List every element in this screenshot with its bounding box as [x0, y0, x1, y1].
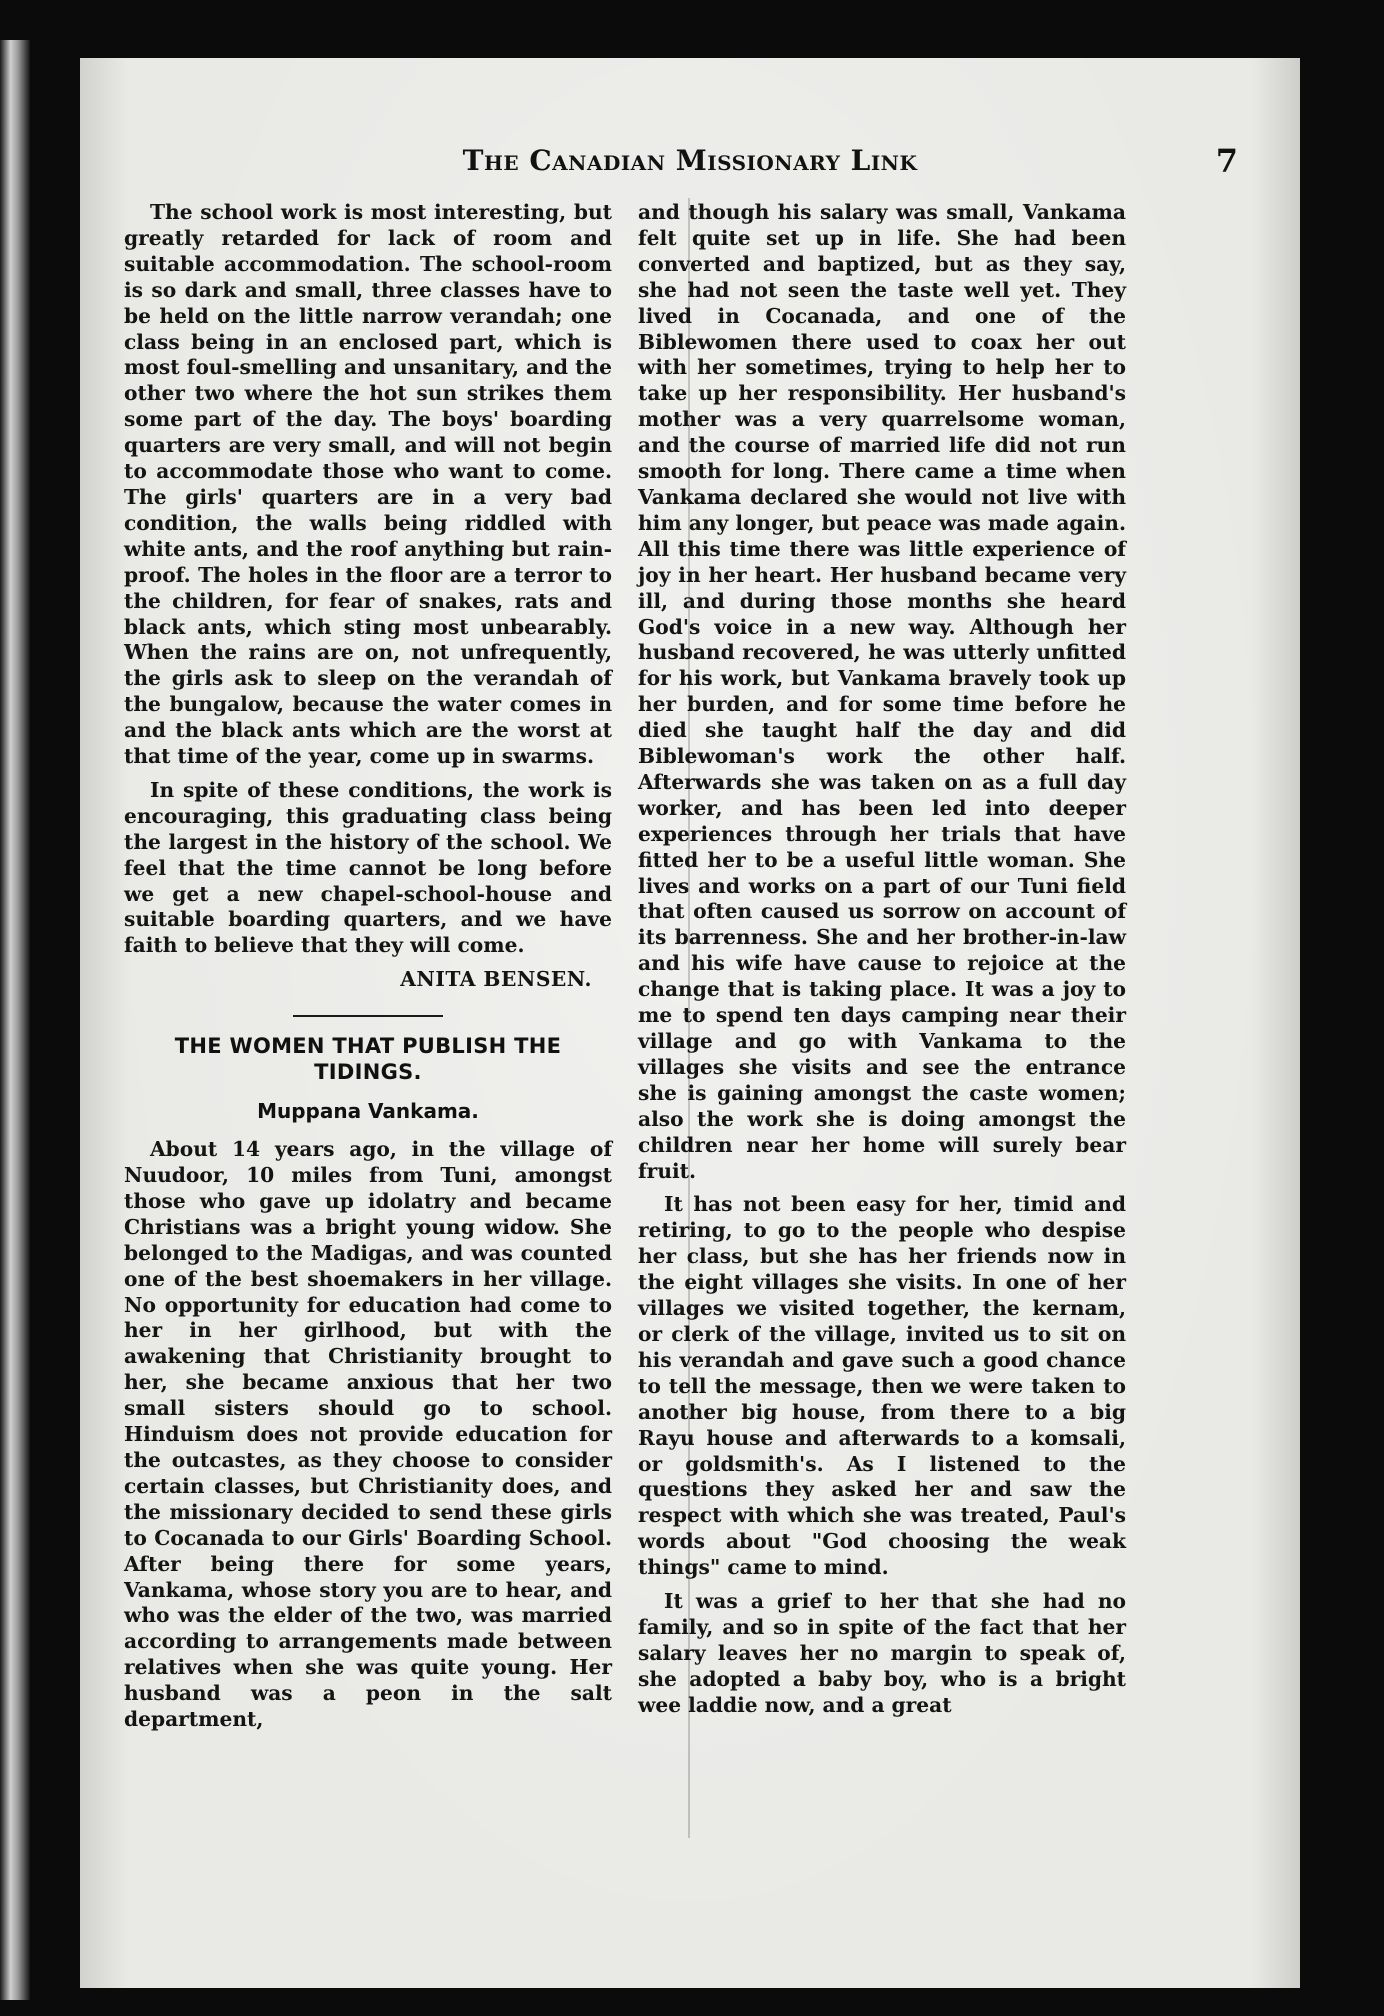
running-head: The Canadian Missionary Link [462, 144, 918, 177]
body-paragraph: It was a grief to her that she had no family, and so in spite of the fact that her salary leaves her no margin to speak of, she adopted a baby boy, who is a bright wee laddie now, and a great [638, 1589, 1126, 1717]
section-title: THE WOMEN THAT PUBLISH THE TIDINGS. [174, 1034, 562, 1085]
body-paragraph: and though his salary was small, Vankama felt quite set up in life. She had been converted and baptized, but as they say, she had not seen the taste well yet. They lived in Cocanada, and one of the Biblewomen there used to coax her out with her sometimes, trying to help her to take up her responsibility. Her husband's mother was a very quarrelsome woman, and the course of married life did not run smooth for long. There came a time when Vankama declared she would not live with him any longer, but peace was made again. All this time there was little experience of joy in her heart. Her husband became very ill, and during those months she heard God's voice in a new way. Although her husband recovered, he was utterly unfitted for his work, but Vankama bravely took up her burden, and for some time before he died she taught half the day and did Biblewoman's work the other half. Afterwards she was taken on as a full day worker, and has been led into deeper experiences through her trials that have fitted her to be a useful little woman. She lives and works on a part of our Tuni field that often caused us sorrow on account of its barrenness. She and her brother-in-law and his wife have cause to rejoice at the change that is taking place. It was a joy to me to spend ten days camping near their village and go with Vankama to the villages she visits and see the entrance she is gaining amongst the caste women; also the work she is doing amongst the children near her home will surely bear fruit. [638, 200, 1126, 1183]
article-subtitle: Muppana Vankama. [257, 1099, 479, 1124]
author-signature: ANITA BENSEN. [400, 967, 592, 992]
magazine-page [80, 58, 1300, 1988]
body-paragraph: In spite of these conditions, the work is encouraging, this graduating class being the largest in the history of the school. We feel that the time cannot be long before we get a new chapel-school-house and suitable boarding quarters, and we have faith to believe that they will come. [124, 777, 612, 958]
body-paragraph: The school work is most interesting, but greatly retarded for lack of room and suitable accommodation. The school-room is so dark and small, three classes have to be held on the little narrow verandah; one class being in an enclosed part, which is most foul-smelling and unsanitary, and the other two where the hot sun strikes them some part of the day. The boys' boarding quarters are very small, and will not begin to accommodate those who want to come. The girls' quarters are in a very bad condition, the walls being riddled with white ants, and the roof anything but rain-proof. The holes in the floor are a terror to the children, for fear of snakes, rats and black ants, which sting most unbearably. When the rains are on, not unfrequently, the girls ask to sleep on the verandah of the bungalow, because the water comes in and the black ants which are the worst at that time of the year, come up in swarms. [124, 200, 612, 769]
left-column [124, 200, 612, 1741]
right-column [638, 200, 1126, 1727]
body-paragraph: About 14 years ago, in the village of Nuudoor, 10 miles from Tuni, amongst those who gave up idolatry and became Christians was a bright young widow. She belonged to the Madigas, and was counted one of the best shoemakers in her village. No opportunity for education had come to her in her girlhood, but with the awakening that Christianity brought to her, she became anxious that her two small sisters should go to school. Hinduism does not provide education for the outcastes, as they choose to consider certain classes, but Christianity does, and the missionary decided to send these girls to Cocanada to our Girls' Boarding School. After being there for some years, Vankama, whose story you are to hear, and who was the elder of the two, was married according to arrangements made between relatives when she was quite young. Her husband was a peon in the salt department, [124, 1137, 612, 1732]
body-paragraph: It has not been easy for her, timid and retiring, to go to the people who despise her class, but she has her friends now in the eight villages she visits. In one of her villages we visited together, the kernam, or clerk of the village, invited us to sit on his verandah and gave such a good chance to tell the message, then we were taken to another big house, from there to a big Rayu house and afterwards to a komsali, or goldsmith's. As I listened to the questions they asked her and saw the respect with which she was treated, Paul's words about "God choosing the weak things" came to mind. [638, 1192, 1126, 1580]
section-divider [293, 1015, 443, 1017]
binding-edge [0, 40, 30, 2000]
page-number: 7 [1215, 142, 1238, 180]
